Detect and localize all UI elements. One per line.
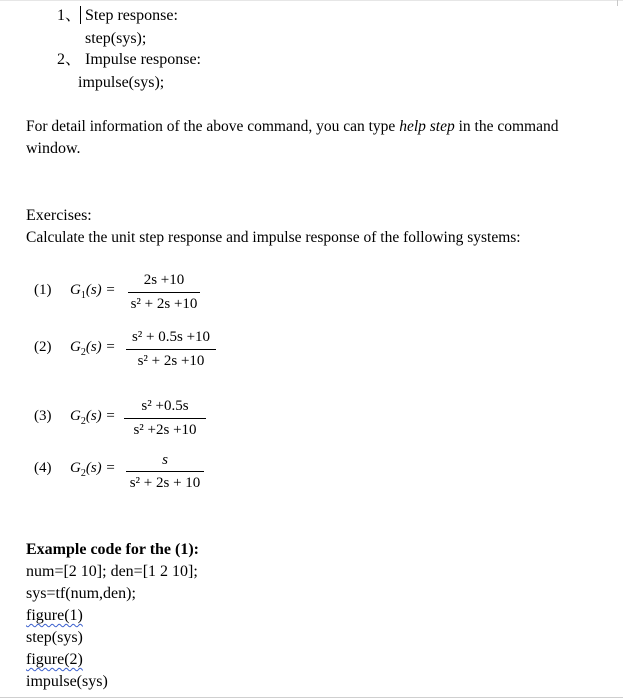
equation-3-lhs [70, 408, 116, 425]
equation-4-label: (4) [34, 460, 52, 476]
equation-1-fraction-bar [128, 292, 200, 293]
equation-1-arg: (s) = [85, 282, 116, 298]
equation-2-fraction-bar [126, 349, 216, 350]
equation-4-func: G [70, 460, 81, 476]
equation-2-denominator: s² + 2s +10 [137, 353, 205, 369]
list-item-1-code: step(sys); [85, 30, 147, 47]
equation-2-numerator: s² + 0.5s +10 [131, 329, 211, 345]
example-line-3: figure(1) [26, 607, 83, 624]
equation-1-lhs [70, 282, 116, 299]
equation-3-fraction [124, 396, 206, 444]
equation-4-arg: (s) = [85, 460, 116, 476]
example-line-4: step(sys) [26, 629, 83, 646]
equation-3-label: (3) [34, 408, 52, 424]
exercises-heading: Exercises: [26, 207, 92, 224]
info-line-1 [26, 117, 558, 137]
equation-1 [34, 270, 234, 320]
example-line-1: num=[2 10]; den=[1 2 10]; [26, 563, 198, 580]
equation-4-subscript: 2 [80, 468, 86, 479]
example-heading: Example code for the (1): [26, 541, 199, 558]
page-bottom-border [0, 697, 623, 698]
equation-1-fraction [128, 270, 200, 318]
equation-3-denominator: s² +2s +10 [133, 422, 197, 438]
list-item-2 [57, 50, 201, 70]
equation-2-lhs [70, 339, 116, 356]
list-item-1 [57, 6, 178, 26]
page-top-border [0, 0, 623, 1]
equation-2-subscript: 2 [80, 347, 86, 358]
equation-1-subscript: 1 [80, 290, 86, 301]
equation-3-numerator: s² +0.5s [141, 398, 189, 414]
example-line-5: figure(2) [26, 651, 83, 668]
equation-4-fraction-bar [126, 471, 204, 472]
equation-3-subscript: 2 [80, 416, 86, 427]
list-item-2-number: 2、 [57, 51, 82, 68]
equation-4-numerator: s [162, 452, 168, 468]
equation-2-label: (2) [34, 339, 52, 355]
page-corner-mark [617, 0, 618, 6]
equation-4-denominator: s² + 2s + 10 [129, 475, 201, 491]
equation-4-lhs [70, 460, 116, 477]
list-item-2-code: impulse(sys); [78, 74, 165, 91]
equation-1-denominator: s² + 2s +10 [130, 296, 198, 312]
list-item-1-title: Step response: [85, 7, 178, 24]
info-command: help step [399, 118, 455, 135]
equation-2-arg: (s) = [85, 339, 116, 355]
equation-4 [34, 452, 254, 502]
equation-1-label: (1) [34, 282, 52, 298]
example-line-2: sys=tf(num,den); [26, 585, 136, 602]
equation-1-numerator: 2s +10 [143, 272, 185, 288]
exercises-instruction: Calculate the unit step response and impulse response of the following systems: [26, 229, 521, 246]
equation-1-func: G [70, 282, 81, 298]
list-item-2-title: Impulse response: [85, 51, 201, 68]
info-line-2: window. [26, 140, 81, 157]
equation-3-func: G [70, 408, 81, 424]
equation-3 [34, 396, 254, 446]
example-line-6: impulse(sys) [26, 673, 108, 690]
info-text-pre: For detail information of the above command, you can type [26, 118, 400, 135]
equation-2 [34, 327, 254, 377]
equation-2-func: G [70, 339, 81, 355]
list-item-1-number: 1、 [57, 7, 82, 24]
equation-2-fraction [126, 327, 216, 375]
equation-3-arg: (s) = [85, 408, 116, 424]
info-text-post: in the command [454, 118, 559, 135]
equation-4-fraction [126, 452, 204, 496]
equation-3-fraction-bar [124, 418, 206, 419]
